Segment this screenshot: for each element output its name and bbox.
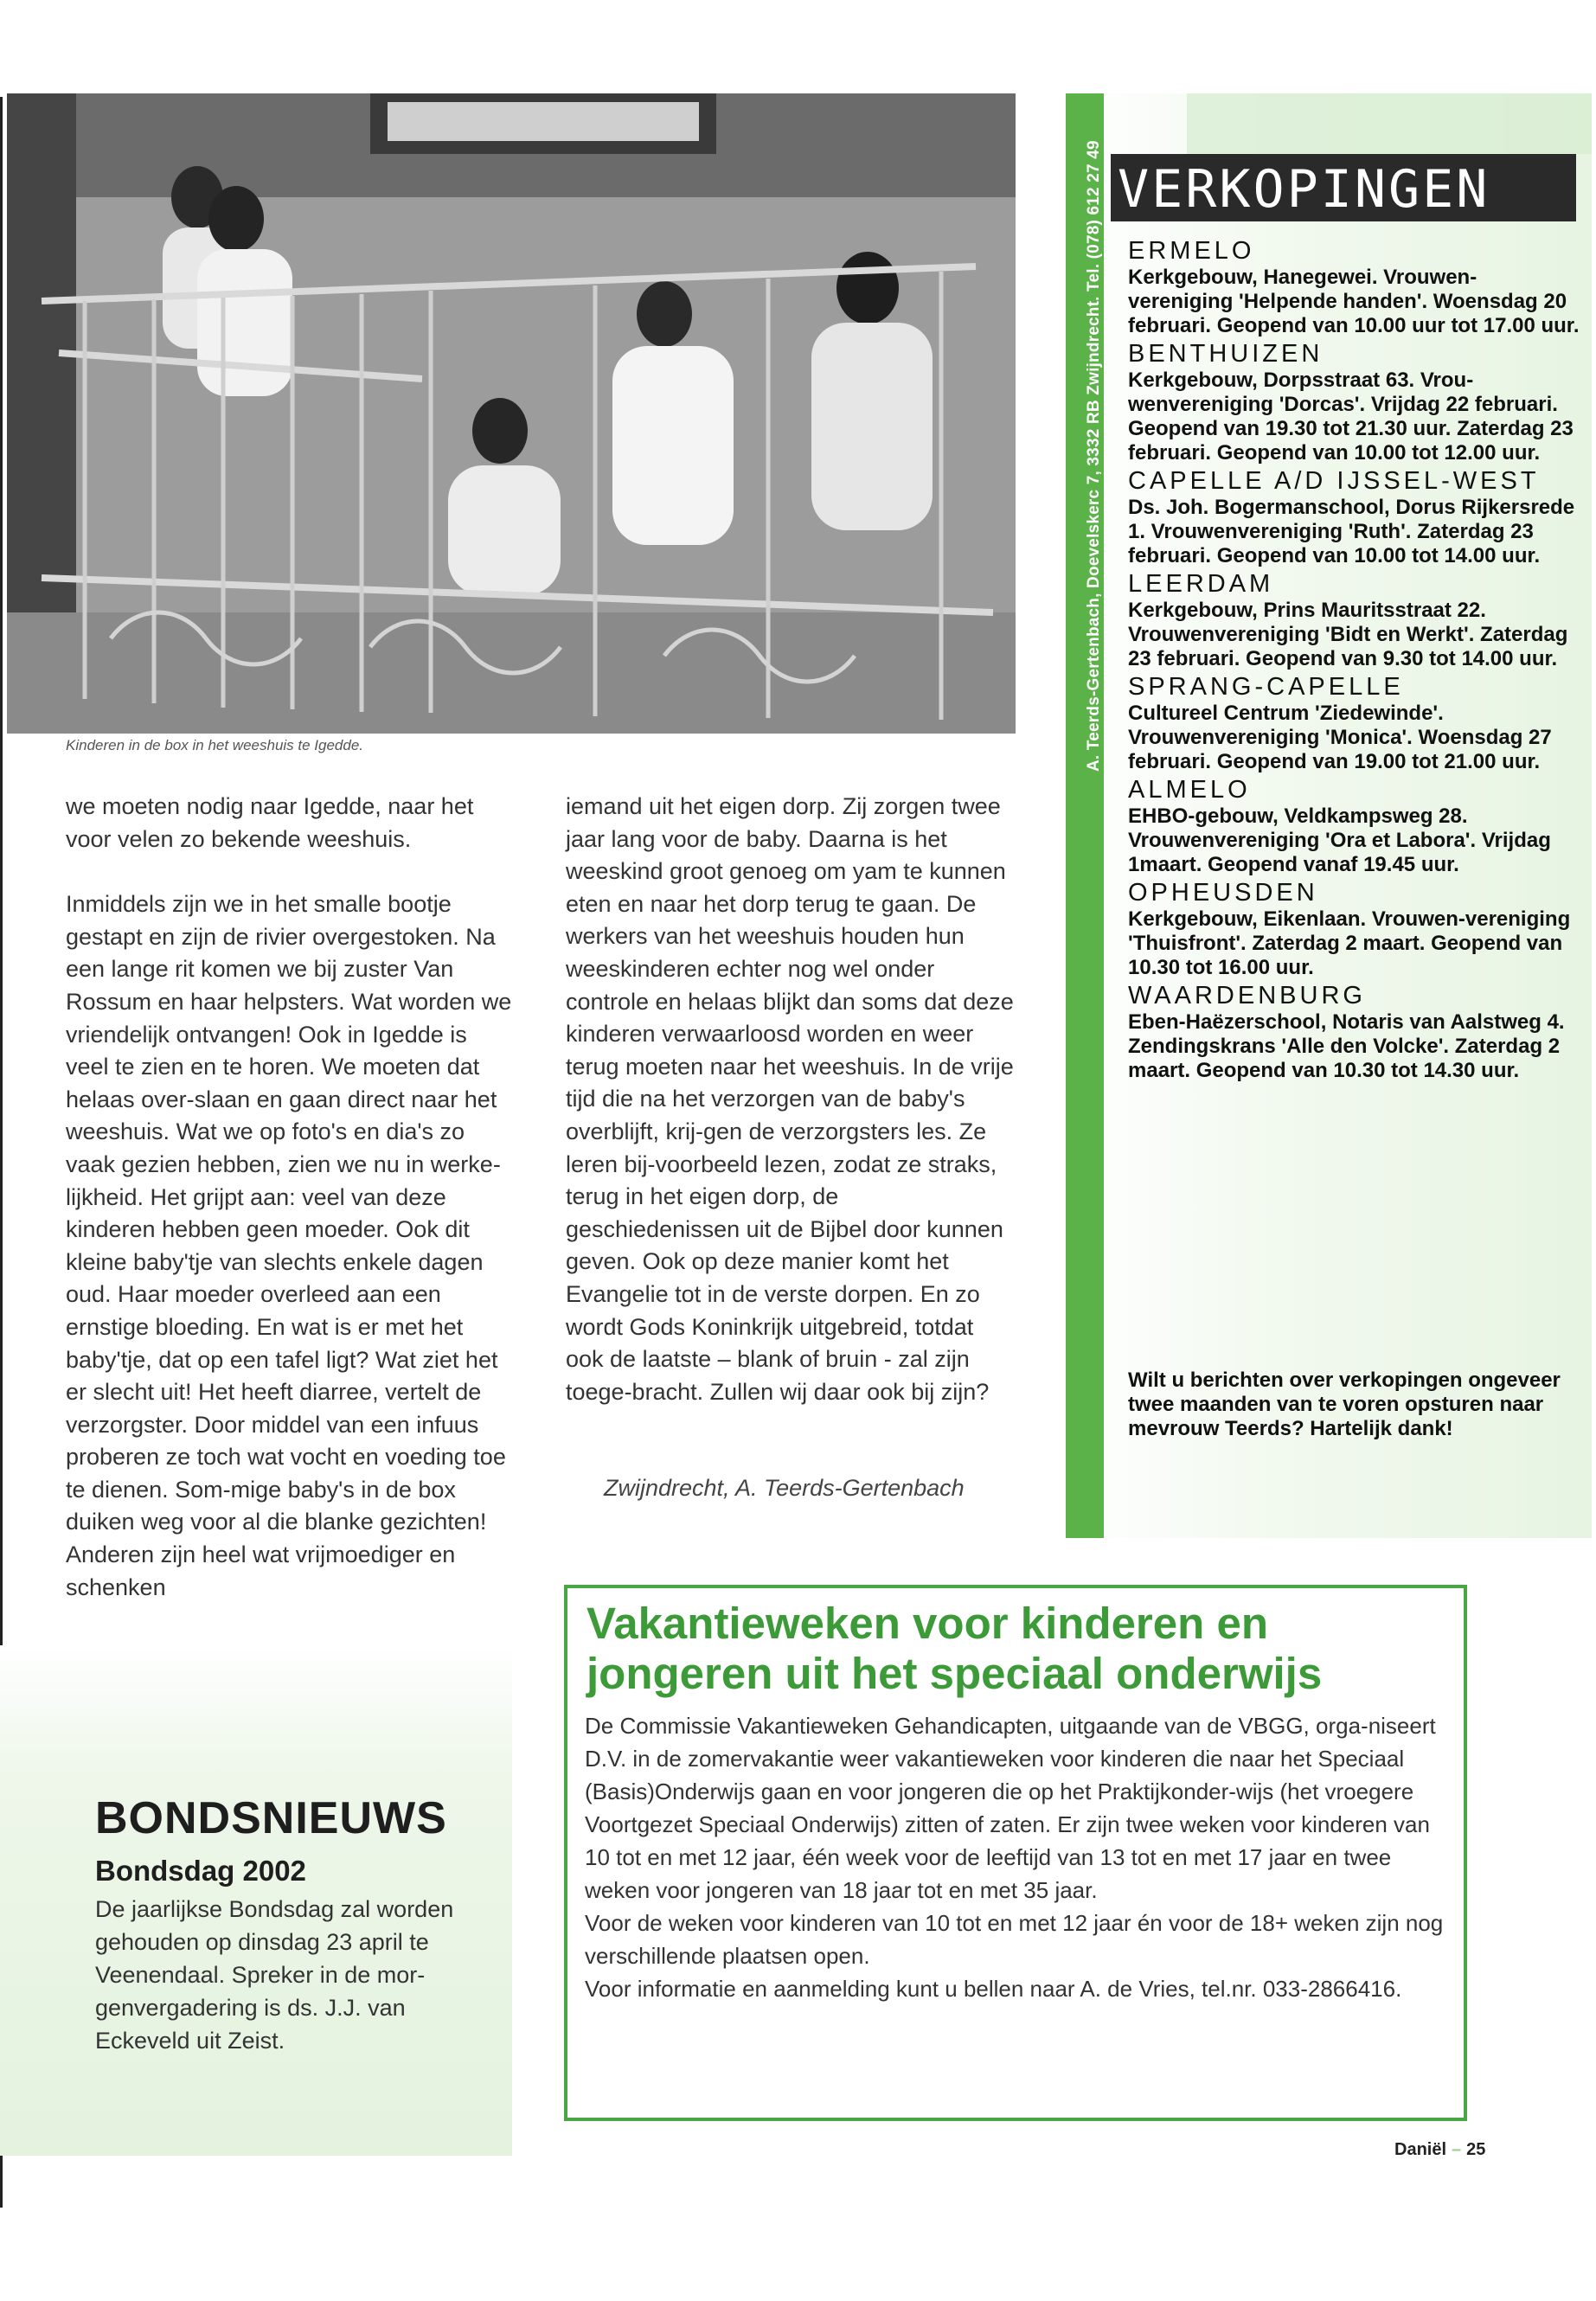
verkopingen-title: VERKOPINGEN [1118,159,1490,220]
verkopingen-contact: A. Teerds-Gertenbach, Doevelskerc 7, 3332 RB Zwijndrecht. Tel. (078) 612 27 49 [1085,140,1103,772]
sale-item [1128,776,1581,877]
sale-details: Kerkgebouw, Dorpsstraat 63. Vrou-wenvereniging 'Dorcas'. Vrijdag 22 februari. Geopend van 19.30 tot 21.30 uur. Zaterdag 23 februari. Geopend van 10.00 tot 12.00 uur. [1128,369,1574,465]
sale-item [1128,673,1581,774]
sale-place: LEERDAM [1128,570,1274,598]
vakantieweken-text [585,1709,1450,2005]
vakantieweken-paragraph: Voor informatie en aanmelding kunt u bellen naar A. de Vries, tel.nr. 033-2866416. [585,1976,1402,2002]
orphanage-photo [7,93,1016,734]
footer-separator: – [1452,2140,1462,2159]
sale-item [1128,340,1581,465]
sale-details: Eben-Haëzerschool, Notaris van Aalstweg 4. Zendingskrans 'Alle den Volcke'. Zaterdag 2 maart. Geopend van 10.30 tot 14.30 uur. [1128,1010,1565,1082]
sale-place: SPRANG-CAPELLE [1128,673,1404,701]
page-number: 25 [1466,2140,1486,2159]
vakantieweken-title: Vakantieweken voor kinderen en jongeren uit het speciaal onderwijs [586,1599,1323,1698]
article-paragraph: we moeten nodig naar Igedde, naar het voor velen zo bekende weeshuis. [66,793,474,852]
sale-details: Ds. Joh. Bogermanschool, Dorus Rijkersrede 1. Vrouwenvereniging 'Ruth'. Zaterdag 23 februari. Geopend van 10.00 tot 14.00 uur. [1128,496,1575,567]
magazine-name: Daniël [1394,2140,1447,2159]
sale-place: OPHEUSDEN [1128,879,1318,907]
sale-item [1128,237,1581,338]
sale-item [1128,879,1581,980]
bondsnieuws-title: BONDSNIEUWS [95,1793,447,1843]
sale-item [1128,982,1581,1083]
article-column-1 [66,791,516,1637]
sale-details: Kerkgebouw, Eikenlaan. Vrouwen-vereniging 'Thuisfront'. Zaterdag 2 maart. Geopend van 10.30 tot 16.00 uur. [1128,907,1571,979]
verkopingen-note: Wilt u berichten over verkopingen ongeveer twee maanden van te voren opsturen naar mevrouw Teerds? Hartelijk dank! [1128,1368,1561,1440]
bondsnieuws-subtitle: Bondsdag 2002 [95,1855,306,1887]
sale-item [1128,467,1581,568]
vakantieweken-paragraph: De Commissie Vakantieweken Gehandicapten, uitgaande van de VBGG, orga-niseert D.V. in de zomervakantie weer vakantieweken voor kinderen die naar het Speciaal (Basis)Onderwijs gaan en voor jongeren die op het Praktijkonder-wijs (het vroegere Voortgezet Speciaal Onderwijs) zitten of zaten. Er zijn twee weken voor kinderen van 10 tot en met 12 jaar, één week voor de leeftijd van 13 tot en met 17 jaar en twee weken voor jongeren van 18 jaar tot en met 35 jaar. [585,1713,1436,1903]
sale-place: ERMELO [1128,237,1255,265]
sale-place: WAARDENBURG [1128,982,1366,1009]
bondsnieuws-text: De jaarlijkse Bondsdag zal worden gehouden op dinsdag 23 april te Veenendaal. Spreker in de mor-genvergadering is ds. J.J. van Eckeveld uit Zeist. [95,1896,454,2054]
article-paragraph: iemand uit het eigen dorp. Zij zorgen twee jaar lang voor de baby. Daarna is het weeskind groot genoeg om yam te kunnen eten en naar het dorp terug te gaan. De werkers van het weeshuis houden hun weeskinderen echter nog wel onder controle en helaas blijkt dan soms dat deze kinderen verwaarloosd worden en weer terug moeten naar het weeshuis. In de vrije tijd die na het verzorgen van de baby's overblijft, krij-gen de verzorgsters les. Ze leren bij-voorbeeld lezen, zodat ze straks, terug in het eigen dorp, de geschiedenissen uit de Bijbel door kunnen geven. Ook op deze manier komt het Evangelie tot in de verste dorpen. En zo wordt Gods Koninkrijk uitgebreid, totdat ook de laatste – blank of bruin - zal zijn toege-bracht. Zullen wij daar ook bij zijn? [566,793,1014,1405]
photo-caption: Kinderen in de box in het weeshuis te Igedde. [66,737,364,753]
sale-place: CAPELLE A/D IJSSEL-WEST [1128,467,1540,495]
sale-details: EHBO-gebouw, Veldkampsweg 28. Vrouwenvereniging 'Ora et Labora'. Vrijdag 1maart. Geopend vanaf 19.45 uur. [1128,804,1551,876]
article-column-2 [566,791,1016,1441]
sale-place: BENTHUIZEN [1128,340,1324,368]
verkopingen-list [1128,235,1581,1085]
page-footer [1394,2140,1485,2160]
sale-details: Cultureel Centrum 'Ziedewinde'. Vrouwenvereniging 'Monica'. Woensdag 27 februari. Geopend van 19.00 tot 21.00 uur. [1128,702,1552,773]
sale-details: Kerkgebouw, Prins Mauritsstraat 22. Vrouwenvereniging 'Bidt en Werkt'. Zaterdag 23 februari. Geopend van 9.30 tot 14.00 uur. [1128,599,1568,670]
vakantieweken-paragraph: Voor de weken voor kinderen van 10 tot en met 12 jaar én voor de 18+ weken zijn nog verschillende plaatsen open. [585,1910,1444,1969]
article-signature: Zwijndrecht, A. Teerds-Gertenbach [604,1475,965,1501]
sale-item [1128,570,1581,671]
sale-details: Kerkgebouw, Hanegewei. Vrouwen-vereniging 'Helpende handen'. Woensdag 20 februari. Geopend van 10.00 uur tot 17.00 uur. [1128,266,1580,337]
article-paragraph: Inmiddels zijn we in het smalle bootje gestapt en zijn de rivier overgestoken. Na een lange rit komen we bij zuster Van Rossum en haar helpsters. Wat worden we vriendelijk ontvangen! Ook in Igedde is veel te zien en te horen. We moeten dat helaas over-slaan en gaan direct naar het weeshuis. Wat we op foto's en dia's zo vaak gezien hebben, zien we nu in werke-lijkheid. Het grijpt aan: veel van deze kinderen hebben geen moeder. Ook dit kleine baby'tje van slechts enkele dagen oud. Haar moeder overleed aan een ernstige bloeding. En wat is er met het baby'tje, dat op een tafel ligt? Wat ziet het er slecht uit! Het heeft diarree, vertelt de verzorgster. Door middel van een infuus proberen ze toch wat vocht en voeding toe te dienen. Som-mige baby's in de box duiken weg voor al die blanke gezichten! Anderen zijn heel wat vrijmoediger en schenken [66,891,512,1600]
sale-place: ALMELO [1128,776,1251,804]
decorative-band [1187,93,1592,154]
photo-illustration [7,93,1016,734]
